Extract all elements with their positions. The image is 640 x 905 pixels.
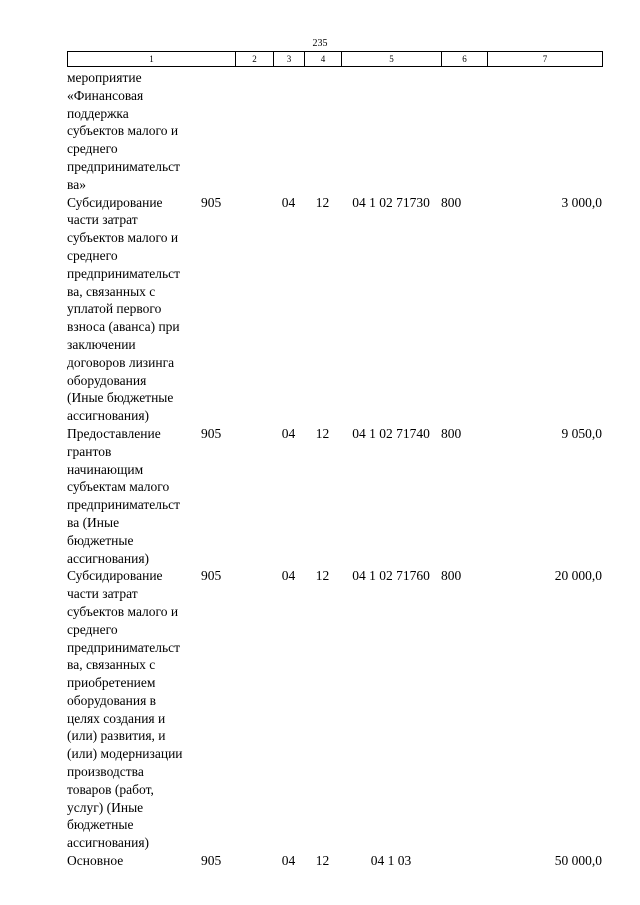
table-row [67,567,602,852]
row-subsection [304,69,341,194]
row-section: 04 [281,194,296,210]
row-expense-type [441,852,487,870]
column-header-5: 5 [342,52,442,67]
row-section [273,69,304,194]
table-row [67,194,602,425]
column-header-table [67,51,603,67]
row-target-article [341,69,441,194]
row-grbs: 905 [201,425,222,441]
row-name: Субсидирование части затрат субъектов малого и среднего предпринимательст ва, связанных с уплатой первого взноса (аванса) при заключении договоров лизинга оборудования (Иные бюджетные ассигнования) [67,194,181,424]
column-header-7: 7 [488,52,603,67]
row-sum: 50 000,0 [554,853,602,869]
column-header-3: 3 [274,52,305,67]
row-name: Субсидирование части затрат субъектов малого и среднего предпринимательст ва, связанных с приобретением оборудования в целях создания и (или) развития, и (или) модернизации производства товаров (работ, услуг) (Иные бюджетные ассигнования) [67,568,183,851]
row-subsection: 12 [315,568,330,584]
row-expense-type [441,69,487,194]
row-grbs [201,69,273,194]
row-name: Предоставление грантов начинающим субъектам малого предпринимательст ва (Иные бюджетные ассигнования) [67,425,181,566]
row-target-article: 04 1 02 71730 [352,194,430,210]
page-number: 235 [312,38,328,49]
row-sum: 9 050,0 [561,425,602,441]
row-target-article: 04 1 03 [370,853,412,869]
row-grbs: 905 [201,568,222,584]
row-subsection: 12 [315,853,330,869]
row-grbs: 905 [201,194,222,210]
row-subsection: 12 [315,194,330,210]
row-target-article: 04 1 02 71760 [352,568,430,584]
row-name: Основное [67,853,124,869]
row-sum [487,69,602,194]
row-subsection: 12 [315,425,330,441]
row-grbs: 905 [201,853,222,869]
row-expense-type: 800 [441,425,462,441]
row-section: 04 [281,853,296,869]
row-expense-type: 800 [441,194,462,210]
row-section: 04 [281,425,296,441]
table-row [67,425,602,567]
row-target-article: 04 1 02 71740 [352,425,430,441]
row-name: мероприятие «Финансовая поддержка субъектов малого и среднего предпринимательст ва» [67,70,181,192]
column-header-2: 2 [236,52,274,67]
column-header-4: 4 [305,52,342,67]
budget-table [67,69,602,870]
table-row [67,69,602,194]
row-expense-type: 800 [441,568,462,584]
column-header-1: 1 [68,52,236,67]
table-row [67,852,602,870]
row-sum: 20 000,0 [554,568,602,584]
column-header-6: 6 [442,52,488,67]
column-number-row [68,52,603,67]
row-sum: 3 000,0 [561,194,602,210]
row-section: 04 [281,568,296,584]
